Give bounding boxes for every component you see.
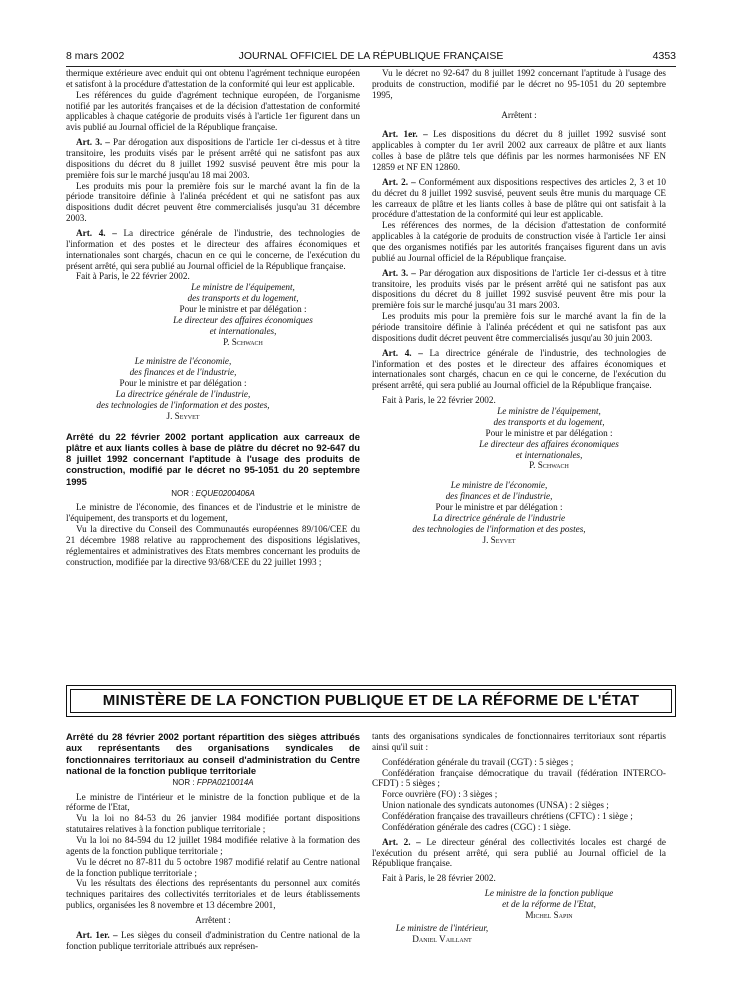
signature-line: et de la réforme de l'Etat, <box>502 899 596 910</box>
list-item: Confédération française démocratique du travail (fédération INTERCO-CFDT) : 5 sièges ; <box>372 767 666 789</box>
signature-line: Le ministre de l'économie, <box>450 480 548 491</box>
article-text: Par dérogation aux dispositions de l'article 1er ci-dessus et à titre transitoire, les produits visés par le présent arrêté qui ne satisfont pas aux dispositions du décret du 8 juillet 1992 susvisé peuvent être mis pour la première fois sur le marché jusqu'au 31 mars 2003. <box>372 267 666 311</box>
article-text: Les dispositions du décret du 8 juillet 1992 susvisé sont applicables à compter du 1er avril 2002 aux carreaux de plâtre et aux liants colles à base de plâtre tels que définis par les normes harmonisées NF EN 12859 et NF EN 12860. <box>372 129 666 173</box>
article-text: La directrice générale de l'industrie, des technologies de l'information et des postes et le directeur des affaires économiques et internationales sont chargés, chacun en ce qui le concerne, de l'exécution du présent arrêté, qui sera publié au Journal officiel de la République française. <box>66 228 360 271</box>
paragraph: Les produits mis pour la première fois sur le marché avant la fin de la période transitoire définie à l'alinéa précédent et qui ne satisfont pas aux dispositions dudit décret peuvent être commercialisés jusqu'au 30 juin 2003. <box>372 311 666 343</box>
article-2 <box>372 837 666 870</box>
signature-block-2 <box>66 356 300 421</box>
nor-code: FPPA0210014A <box>196 778 254 788</box>
signatory-name: J. Seyvet <box>166 410 200 421</box>
signature-line: La directrice générale de l'industrie <box>432 512 566 523</box>
ministry-banner <box>66 685 676 717</box>
header-rule <box>66 66 676 67</box>
signature-block-1 <box>126 282 360 347</box>
nor-reference <box>66 489 360 498</box>
list-item: Confédération française des travailleurs chrétiens (CFTC) : 1 siège ; <box>382 811 633 822</box>
signature-block-2 <box>372 480 626 545</box>
arretent-heading: Arrêtent : <box>501 109 537 120</box>
article-label: Art. 4. – <box>382 347 423 358</box>
signature-line: Pour le ministre et par délégation : <box>485 427 613 438</box>
article-label: Art. 3. – <box>382 267 416 278</box>
signatory-name: Daniel Vaillant <box>412 933 472 944</box>
signature-line: Le ministre de l'équipement, <box>497 406 601 417</box>
article-1 <box>372 129 666 172</box>
signature-line: des transports et du logement, <box>187 293 299 304</box>
signing-place-date: Fait à Paris, le 22 février 2002. <box>382 395 496 406</box>
article-label: Art. 2. – <box>382 836 421 847</box>
signature-line: des technologies de l'information et des postes, <box>96 399 270 410</box>
article-2 <box>372 177 666 220</box>
paragraph: Les références du guide d'agrément technique européen, de l'organisme notifié par les autorités françaises et de la décision d'attestation de conformité applicables à chaque catégorie de produits visés à l'article 1er figurent dans un avis publié au Journal officiel de la République française. <box>66 89 360 133</box>
paragraph: Les références des normes, de la décision d'attestation de conformité applicables à la catégorie de produits de construction visée à l'article 1er ainsi que des organismes notifiés par les autorités françaises figurent dans un avis publié au Journal officiel de la République française. <box>372 220 666 263</box>
header-date: 8 mars 2002 <box>66 50 125 62</box>
list-item: Union nationale des syndicats autonomes (UNSA) : 2 sièges ; <box>382 800 609 811</box>
signature-line: Pour le ministre et par délégation : <box>435 501 563 512</box>
article-label: Art. 2. – <box>382 176 416 187</box>
list-item: Confédération générale des cadres (CGC) : 1 siège. <box>382 821 571 832</box>
signature-line: des technologies de l'information et des postes, <box>412 523 586 534</box>
signature-line: Le ministre de la fonction publique <box>484 888 614 899</box>
signature-line: Pour le ministre et par délégation : <box>119 378 247 389</box>
ministry-banner-text: MINISTÈRE DE LA FONCTION PUBLIQUE ET DE LA RÉFORME DE L'ÉTAT <box>102 692 640 710</box>
column-4 <box>372 731 666 944</box>
column-2 <box>372 68 666 545</box>
article-label: Art. 3. – <box>76 137 110 148</box>
list-item: Force ouvrière (FO) : 3 sièges ; <box>382 789 498 800</box>
list-item: Confédération générale du travail (CGT) : 5 sièges ; <box>382 756 574 767</box>
paragraph: Vu les résultats des élections des représentants du personnel aux comités techniques paritaires des collectivités territoriales et de leurs établissements publics, organisées les 8 novembre et 13 décembre 2001, <box>66 878 360 911</box>
article-text: Les sièges du conseil d'administration du Centre national de la fonction publique territoriale attribués aux représen- <box>66 929 361 951</box>
paragraph: tants des organisations syndicales de fonctionnaires territoriaux sont répartis ainsi qu'il suit : <box>372 731 666 752</box>
paragraph: Vu le décret no 92-647 du 8 juillet 1992 concernant l'aptitude à l'usage des produits de construction, modifié par le décret no 95-1051 du 20 septembre 1995, <box>372 68 666 100</box>
signing-place-date: Fait à Paris, le 28 février 2002. <box>382 873 496 884</box>
article-text: Le directeur général des collectivités locales est chargé de l'exécution du présent arrêté, qui sera publié au Journal officiel de la République française. <box>372 836 666 869</box>
signature-line: Le directeur des affaires économiques <box>479 438 619 449</box>
signatory-name: Michel Sapin <box>525 909 573 920</box>
paragraph: Vu la directive du Conseil des Communautés européennes 89/106/CEE du 21 décembre 1988 relative au rapprochement des dispositions législatives, réglementaires et administratives des Etats membres concernant les produits de construction, modifiée par la directive 93/68/CEE du 22 juillet 1993 ; <box>66 524 360 567</box>
signature-line: des transports et du logement, <box>493 416 605 427</box>
article-text: Conformément aux dispositions respectives des articles 2, 3 et 10 du décret du 8 juillet 1992 susvisé, peuvent seuls être munis du marquage CE les carreaux de plâtre et les liants colles à base de plâtre qui ont satisfait à la procédure d'attestation de la conformité qui leur est applicable. <box>372 176 666 220</box>
paragraph: Les produits mis pour la première fois sur le marché avant la fin de la période transitoire définie à l'alinéa précédent et qui ne satisfont pas aux dispositions dudit décret peuvent être commercialisés jusqu'au 31 décembre 2003. <box>66 180 360 224</box>
signature-line: et internationales, <box>209 325 277 336</box>
signature-line: Le ministre de l'équipement, <box>191 282 295 293</box>
paragraph: Le ministre de l'économie, des finances et de l'industrie et le ministre de l'équipement, des transports et du logement, <box>66 502 360 524</box>
signature-line: des finances et de l'industrie, <box>445 491 553 502</box>
signatory-name: J. Seyvet <box>482 534 516 545</box>
header-page-number: 4353 <box>652 50 676 62</box>
article-1 <box>66 930 360 952</box>
article-4 <box>372 348 666 391</box>
article-text: La directrice générale de l'industrie, des technologies de l'information et des postes et le directeur des affaires économiques et internationales sont chargés, chacun en ce qui le concerne, de l'exécution du présent arrêté, qui sera publié au Journal officiel de la République française. <box>372 347 666 391</box>
signature-line: La directrice générale de l'industrie, <box>115 389 251 400</box>
arretent-heading: Arrêtent : <box>195 915 231 926</box>
article-4 <box>66 228 360 271</box>
article-label: Art. 1er. – <box>382 129 428 140</box>
signature-block-2 <box>372 923 512 945</box>
signatory-name: P. Schwach <box>529 460 569 471</box>
signature-line: Le ministre de l'économie, <box>134 356 232 367</box>
signing-place-date: Fait à Paris, le 22 février 2002. <box>76 271 190 282</box>
signature-line: Le ministre de l'intérieur, <box>395 922 489 933</box>
signature-block-1 <box>432 888 666 921</box>
decree-title: Arrêté du 22 février 2002 portant application aux carreaux de plâtre et aux liants colles à base de plâtre du décret no 92-647 du 8 juillet 1992 concernant l'aptitude à l'usage des produits de construction, modifié par le décret no 95-1051 du 20 septembre 1995 <box>66 430 360 487</box>
nor-reference <box>66 778 360 787</box>
signature-line: des finances et de l'industrie, <box>129 367 237 378</box>
article-3 <box>66 137 360 180</box>
signature-line: Le directeur des affaires économiques <box>173 314 313 325</box>
article-3 <box>372 268 666 311</box>
column-3 <box>66 731 360 952</box>
page-header <box>66 50 676 64</box>
paragraph: thermique extérieure avec enduit qui ont obtenu l'agrément technique européen et satisfont à la procédure d'attestation de la conformité qui leur est applicable. <box>66 68 360 89</box>
article-label: Art. 1er. – <box>76 929 118 940</box>
nor-label: NOR : <box>172 778 197 788</box>
article-label: Art. 4. – <box>76 228 117 239</box>
paragraph: Vu la loi no 84-53 du 26 janvier 1984 modifiée portant dispositions statutaires relatives à la fonction publique territoriale ; <box>66 813 360 835</box>
paragraph: Vu le décret no 87-811 du 5 octobre 1987 modifié relatif au Centre national de la fonction publique territoriale ; <box>66 856 360 878</box>
header-journal-title: JOURNAL OFFICIEL DE LA RÉPUBLIQUE FRANÇAISE <box>238 50 504 62</box>
paragraph: Le ministre de l'intérieur et le ministre de la fonction publique et de la réforme de l'Etat, <box>66 791 360 813</box>
nor-label: NOR : <box>171 489 196 499</box>
article-text: Par dérogation aux dispositions de l'article 1er ci-dessus et à titre transitoire, les produits visés par le présent arrêté qui ne satisfont pas aux dispositions du décret du 8 juillet 1992 susvisé peuvent être mis pour la première fois sur le marché jusqu'au 18 mai 2003. <box>66 137 360 180</box>
signatory-name: P. Schwach <box>223 336 263 347</box>
decree-title: Arrêté du 28 février 2002 portant répartition des sièges attribués aux représentants des organisations syndicales de fonctionnaires territoriaux au conseil d'administration du Centre national de la fonction publique territoriale <box>66 731 360 776</box>
paragraph: Vu la loi no 84-594 du 12 juillet 1984 modifiée relative à la formation des agents de la fonction publique territoriale ; <box>66 835 360 856</box>
signature-block-1 <box>432 406 666 471</box>
nor-code: EQUE0200406A <box>195 489 255 499</box>
signature-line: Pour le ministre et par délégation : <box>179 304 307 315</box>
column-1 <box>66 68 360 568</box>
signature-line: et internationales, <box>515 449 583 460</box>
